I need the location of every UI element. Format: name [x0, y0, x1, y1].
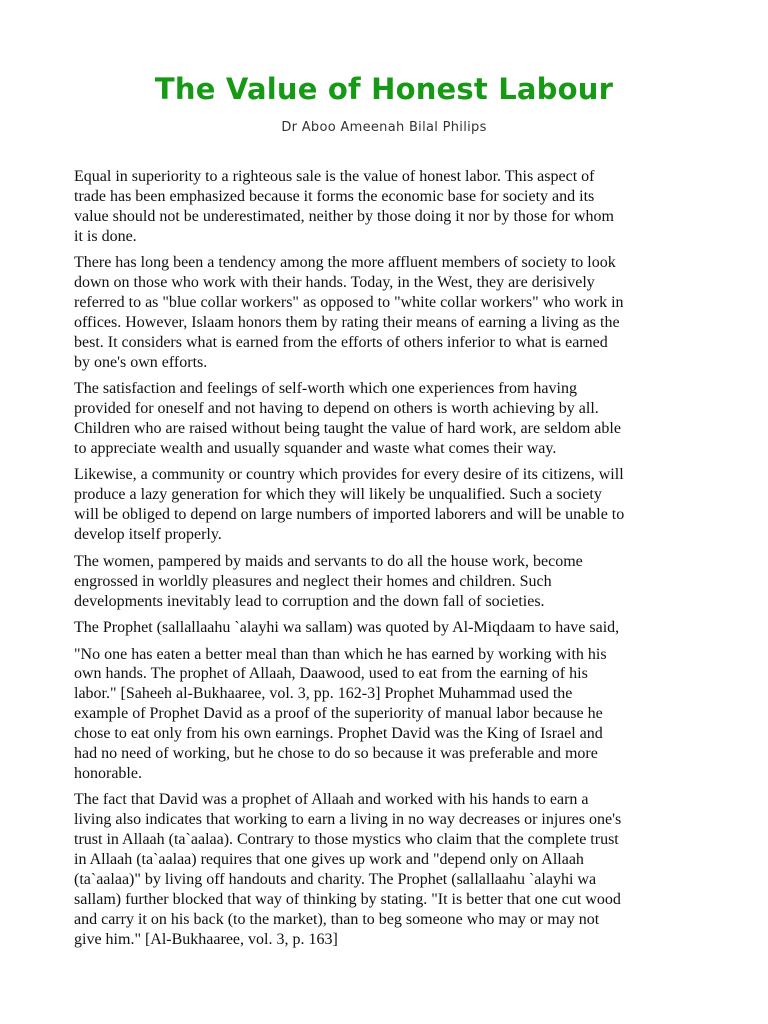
- text-line: best. It considers what is earned from the efforts of others inferior to what is earned: [74, 333, 608, 351]
- text-line: Equal in superiority to a righteous sale is the value of honest labor. This aspect of: [74, 168, 595, 185]
- text-line: own hands. The prophet of Allaah, Daawood, used to eat from the earning of his: [74, 665, 588, 683]
- paragraph-7: [74, 645, 702, 784]
- text-line: chose to eat only from his own earnings. Prophet David was the King of Israel and: [74, 725, 603, 743]
- text-line: to appreciate wealth and usually squander and waste what comes their way.: [74, 439, 557, 457]
- text-line: value should not be underestimated, neither by those doing it nor by those for whom: [74, 207, 614, 225]
- text-line: give him." [Al-Bukhaaree, vol. 3, p. 163]: [74, 930, 338, 948]
- text-line: trust in Allaah (ta`aalaa). Contrary to those mystics who claim that the complete trust: [74, 831, 619, 849]
- paragraph-1: [74, 167, 702, 247]
- text-line: labor." [Saheeh al-Bukhaaree, vol. 3, pp. 162-3] Prophet Muhammad used the: [74, 685, 573, 703]
- text-line: engrossed in worldly pleasures and neglect their homes and children. Such: [74, 572, 552, 590]
- text-line: example of Prophet David as a proof of the superiority of manual labor because he: [74, 705, 603, 723]
- text-line: had no need of working, but he chose to do so because it was preferable and more: [74, 745, 598, 763]
- paragraph-6: [74, 618, 702, 638]
- text-line: living also indicates that working to earn a living in no way decreases or injures one's: [74, 811, 622, 829]
- text-line: provided for oneself and not having to depend on others is worth achieving by all.: [74, 400, 599, 418]
- text-line: sallam) further blocked that way of thinking by stating. "It is better that one cut wood: [74, 890, 621, 908]
- text-line: developments inevitably lead to corruption and the down fall of societies.: [74, 592, 545, 610]
- text-line: referred to as "blue collar workers" as opposed to "white collar workers" who work in: [74, 294, 624, 312]
- text-line: The women, pampered by maids and servants to do all the house work, become: [74, 552, 583, 570]
- paragraph-5: [74, 552, 702, 612]
- text-line: (ta`aalaa)" by living off handouts and charity. The Prophet (sallallaahu `alayhi wa: [74, 871, 597, 889]
- text-line: produce a lazy generation for which they will likely be unqualified. Such a society: [74, 486, 602, 504]
- document-author: Dr Aboo Ameenah Bilal Philips: [281, 120, 487, 135]
- text-line: it is done.: [74, 227, 137, 245]
- text-line: The satisfaction and feelings of self-worth which one experiences from having: [74, 380, 577, 398]
- text-line: by one's own efforts.: [74, 353, 208, 371]
- paragraph-4: [74, 465, 702, 545]
- text-line: There has long been a tendency among the more affluent members of society to look: [74, 254, 616, 272]
- text-line: in Allaah (ta`aalaa) requires that one gives up work and "depend only on Allaah: [74, 851, 584, 869]
- text-line: The Prophet (sallallaahu `alayhi wa sallam) was quoted by Al-Miqdaam to have said,: [74, 619, 620, 636]
- paragraph-3: [74, 379, 702, 459]
- paragraph-2: [74, 253, 702, 372]
- text-line: down on those who work with their hands. Today, in the West, they are derisively: [74, 274, 595, 292]
- document-body: [74, 167, 702, 956]
- text-line: Children who are raised without being taught the value of hard work, are seldom able: [74, 420, 621, 438]
- text-line: "No one has eaten a better meal than than which he has earned by working with his: [74, 645, 607, 663]
- document-title: The Value of Honest Labour: [154, 72, 614, 106]
- text-line: offices. However, Islaam honors them by rating their means of earning a living as the: [74, 313, 620, 331]
- text-line: Likewise, a community or country which provides for every desire of its citizens, will: [74, 466, 624, 484]
- text-line: The fact that David was a prophet of Allaah and worked with his hands to earn a: [74, 791, 589, 809]
- text-line: develop itself properly.: [74, 526, 222, 544]
- paragraph-8: [74, 790, 702, 949]
- text-line: honorable.: [74, 764, 142, 782]
- text-line: and carry it on his back (to the market), than to beg someone who may or may not: [74, 910, 600, 928]
- text-line: will be obliged to depend on large numbers of imported laborers and will be unable to: [74, 506, 625, 524]
- text-line: trade has been emphasized because it forms the economic base for society and its: [74, 187, 595, 205]
